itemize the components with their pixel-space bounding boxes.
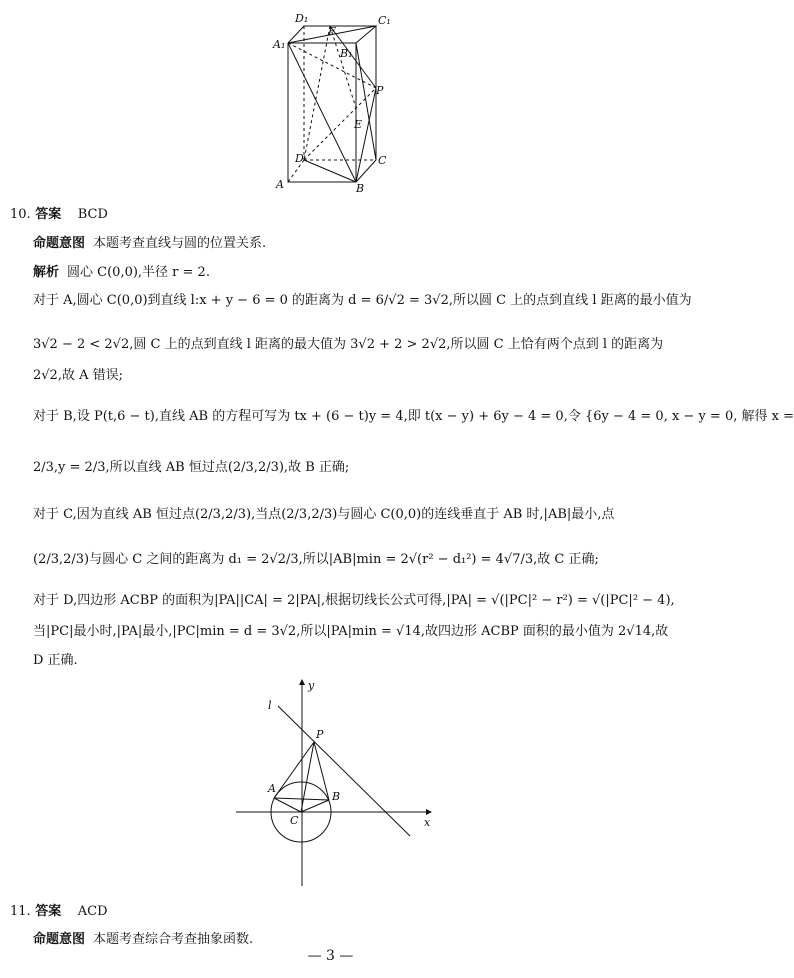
line-l-label: l bbox=[268, 699, 272, 712]
circle-figure bbox=[228, 676, 438, 888]
q10-line: 3√2 − 2 < 2√2,圆 C 上的点到直线 l 距离的最大值为 3√2 + 2 > 2√2,所以圆 C 上恰有两个点到 l 的距离为 bbox=[33, 337, 664, 352]
label-E: E bbox=[354, 118, 363, 131]
q11-header: 11. 答案 ACD bbox=[10, 904, 108, 919]
page-number: — 3 — bbox=[307, 948, 354, 964]
label-A: A bbox=[276, 178, 284, 191]
q10-line: 2/3,y = 2/3,所以直线 AB 恒过点(2/3,2/3),故 B 正确; bbox=[33, 460, 350, 475]
label-C1: C₁ bbox=[378, 14, 391, 27]
cube-figure bbox=[268, 8, 398, 198]
q10-analysis: 解析 圆心 C(0,0),半径 r = 2. bbox=[33, 265, 210, 280]
q11-intent: 命题意图 本题考查综合考查抽象函数. bbox=[33, 932, 254, 947]
q10-line: 对于 C,因为直线 AB 恒过点(2/3,2/3),当点(2/3,2/3)与圆心 C(0,0)的连线垂直于 AB 时,|AB|最小,点 bbox=[33, 507, 615, 522]
q10-line: 当|PC|最小时,|PA|最小,|PC|min = d = 3√2,所以|PA|min = √14,故四边形 ACBP 面积的最小值为 2√14,故 bbox=[33, 624, 669, 639]
label-B: B bbox=[356, 182, 365, 195]
label-B1: B₁ bbox=[340, 47, 353, 60]
q10-line: 对于 A,圆心 C(0,0)到直线 l:x + y − 6 = 0 的距离为 d = 6/√2 = 3√2,所以圆 C 上的点到直线 l 距离的最小值为 bbox=[33, 293, 692, 308]
label-D: D bbox=[295, 152, 304, 165]
point-C-label: C bbox=[290, 814, 299, 827]
q10-line: D 正确. bbox=[33, 653, 78, 668]
label-P: P bbox=[376, 84, 384, 97]
q10-intent: 命题意图 本题考查直线与圆的位置关系. bbox=[33, 236, 267, 251]
point-A-label: A bbox=[268, 782, 276, 795]
label-F: F bbox=[328, 25, 336, 38]
axis-x-label: x bbox=[424, 816, 431, 829]
axis-y-label: y bbox=[308, 679, 315, 692]
label-C: C bbox=[378, 154, 387, 167]
label-A1: A₁ bbox=[273, 38, 286, 51]
label-D1: D₁ bbox=[295, 12, 309, 25]
point-B-label: B bbox=[332, 790, 341, 803]
q10-line: (2/3,2/3)与圆心 C 之间的距离为 d₁ = 2√2/3,所以|AB|min = 2√(r² − d₁²) = 4√7/3,故 C 正确; bbox=[33, 552, 599, 567]
q10-line: 对于 B,设 P(t,6 − t),直线 AB 的方程可写为 tx + (6 − t)y = 4,即 t(x − y) + 6y − 4 = 0,令 {6y − 4 = 0, x − y = 0, 解得 x = bbox=[33, 409, 794, 424]
point-P-label: P bbox=[316, 728, 324, 741]
q10-header: 10. 答案 BCD bbox=[10, 207, 108, 222]
q10-line: 2√2,故 A 错误; bbox=[33, 368, 123, 383]
q10-line: 对于 D,四边形 ACBP 的面积为|PA||CA| = 2|PA|,根据切线长公式可得,|PA| = √(|PC|² − r²) = √(|PC|² − 4), bbox=[33, 593, 675, 608]
